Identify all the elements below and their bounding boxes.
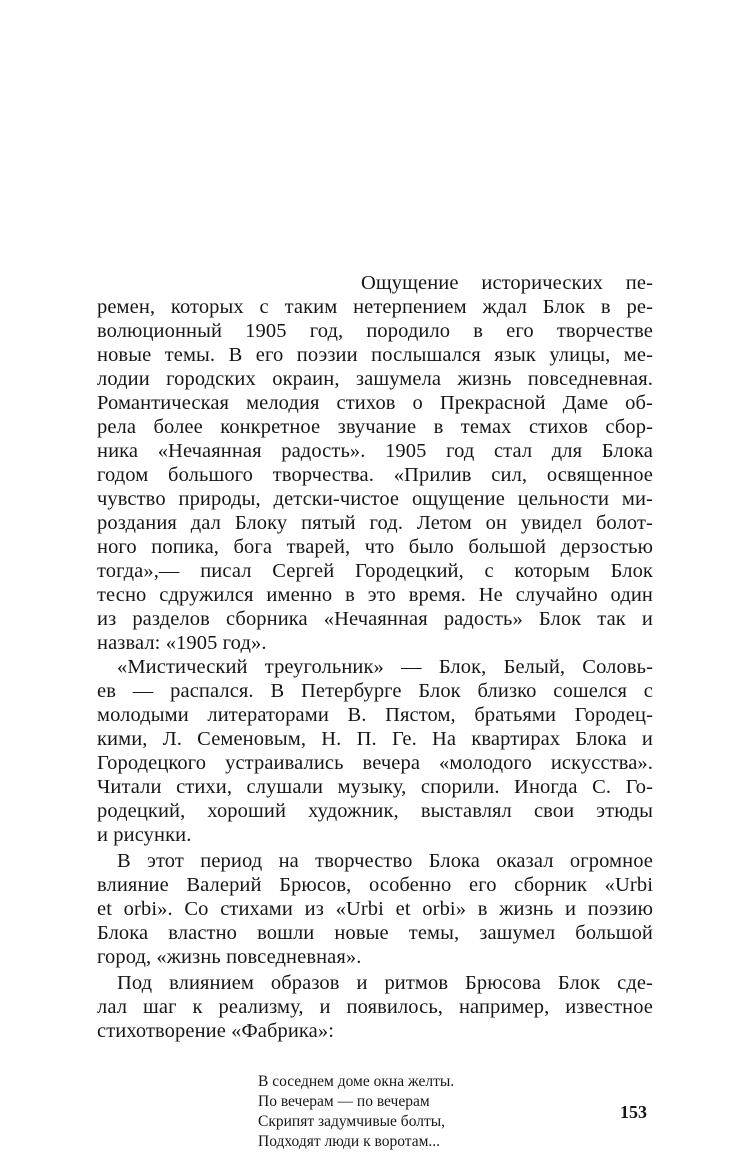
text-line: лодии городских окраин, зашумела жизнь повседневная. [97, 368, 653, 390]
text-line: тогда»,— писал Сергей Городецкий, с которым Блок [97, 560, 653, 582]
poem-line: По вечерам — по вечерам [258, 1093, 430, 1110]
text-line: Городецкого устраивались вечера «молодого искусства». [97, 752, 653, 774]
text-line: «Мистический треугольник» — Блок, Белый, Соловь- [117, 656, 653, 678]
text-line: волюционный 1905 год, породило в его творчестве [97, 320, 653, 342]
text-line: чувство природы, детски-чистое ощущение цельности ми- [97, 488, 653, 510]
text-line: город, «жизнь повседневная». [97, 946, 362, 968]
text-line: лал шаг к реализму, и появилось, например, известное [97, 996, 653, 1018]
text-line: рела более конкретное звучание в темах стихов сбор- [97, 416, 653, 438]
text-line: новые темы. В его поэзии послышался язык улицы, ме- [97, 344, 653, 366]
text-line: стихотворение «Фабрика»: [97, 1020, 335, 1042]
text-line: и рисунки. [97, 824, 192, 846]
page-number: 153 [620, 1102, 647, 1122]
text-line: годом большого творчества. «Прилив сил, освященное [97, 464, 653, 486]
text-line: Читали стихи, слушали музыку, спорили. Иногда С. Го- [97, 776, 653, 798]
text-line: тесно сдружился именно в это время. Не случайно один [97, 584, 653, 606]
poem-line: Подходят люди к воротам... [258, 1133, 441, 1150]
text-line: кими, Л. Семеновым, Н. П. Ге. На квартирах Блока и [97, 728, 653, 750]
text-line: В этот период на творчество Блока оказал огромное [117, 850, 653, 872]
text-line: назвал: «1905 год». [97, 632, 267, 654]
text-line: роздания дал Блоку пятый год. Летом он увидел болот- [97, 512, 653, 534]
text-line: из разделов сборника «Нечаянная радость» Блок так и [97, 608, 653, 630]
text-line: ника «Нечаянная радость». 1905 год стал для Блока [97, 440, 653, 462]
text-line: Блока властно вошли новые темы, зашумел большой [97, 922, 653, 944]
text-line: влияние Валерий Брюсов, особенно его сборник «Urbi [97, 874, 653, 896]
text-line: родецкий, хороший художник, выставлял свои этюды [97, 800, 653, 822]
text-line: Ощущение исторических пе- [361, 272, 653, 294]
poem-line: В соседнем доме окна желты. [258, 1073, 455, 1090]
poem-line: Скрипят задумчивые болты, [258, 1113, 446, 1130]
text-line: et orbi». Со стихами из «Urbi et orbi» в жизнь и поэзию [97, 898, 653, 920]
text-line: ремен, которых с таким нетерпением ждал Блок в ре- [97, 296, 653, 318]
text-line: ев — распался. В Петербурге Блок близко сошелся с [97, 680, 653, 702]
text-line: Под влиянием образов и ритмов Брюсова Блок сде- [117, 972, 653, 994]
text-line: Романтическая мелодия стихов о Прекрасной Даме об- [97, 392, 653, 414]
text-line: молодыми литераторами В. Пястом, братьями Городец- [97, 704, 653, 726]
text-line: ного попика, бога тварей, что было большой дерзостью [97, 536, 653, 558]
